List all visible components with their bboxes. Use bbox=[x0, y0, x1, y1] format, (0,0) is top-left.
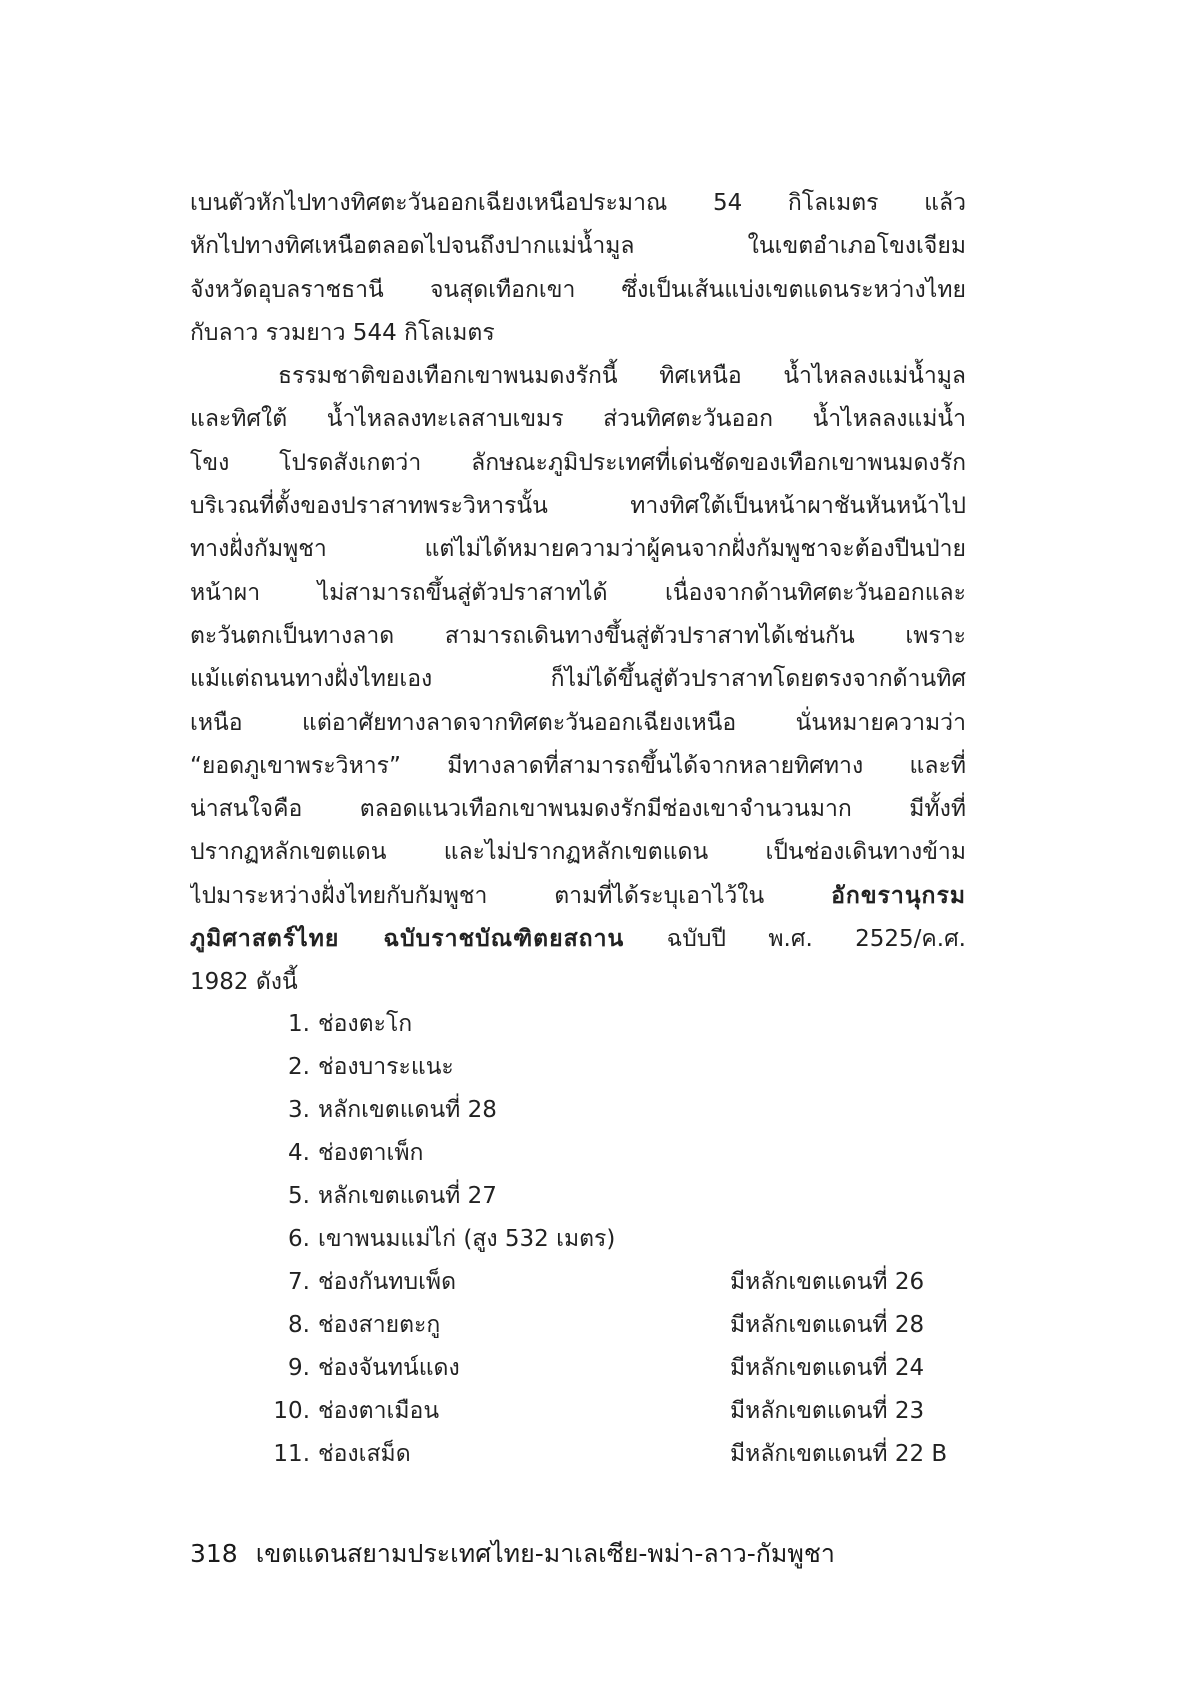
page-footer bbox=[190, 1537, 835, 1571]
paragraph2-line: โขง โปรดสังเกตว่า ลักษณะภูมิประเทศที่เด่นชัดของเทือกเขาพนมดงรัก bbox=[190, 449, 966, 476]
paragraph2-line: แม้แต่ถนนทางฝั่งไทยเอง ก็ไม่ได้ขึ้นสู่ตัวปราสาทโดยตรงจากด้านทิศ bbox=[190, 666, 966, 693]
list-item-label: ช่องจันทน์แดง bbox=[318, 1355, 460, 1381]
list-item-label: ช่องตะโก bbox=[318, 1011, 413, 1037]
list-item bbox=[270, 1132, 970, 1175]
paragraph2-line: “ยอดภูเขาพระวิหาร” มีทางลาดที่สามารถขึ้นได้จากหลายทิศทาง และที่ bbox=[190, 752, 966, 779]
list-item-number: 1. bbox=[288, 1011, 310, 1037]
paragraph2-line: 1982 ดังนี้ bbox=[190, 969, 298, 996]
book-reference-bold: ภูมิศาสตร์ไทย ฉบับราชบัณฑิตยสถาน bbox=[190, 926, 625, 953]
paragraph2-line: ตะวันตกเป็นทางลาด สามารถเดินทางขึ้นสู่ตัวปราสาทได้เช่นกัน เพราะ bbox=[190, 622, 966, 649]
paragraph2-line: บริเวณที่ตั้งของปราสาทพระวิหารนั้น ทางทิศใต้เป็นหน้าผาชันหันหน้าไป bbox=[190, 493, 966, 520]
list-item-label: ช่องกันทบเพ็ด bbox=[318, 1269, 457, 1295]
list-item-number: 5. bbox=[288, 1183, 310, 1209]
list-item-note: มีหลักเขตแดนที่ 24 bbox=[730, 1355, 925, 1381]
list-item-label: เขาพนมแม่ไก่ (สูง 532 เมตร) bbox=[318, 1226, 616, 1252]
list-item bbox=[270, 1175, 970, 1218]
list-item-label: ช่องบาระแนะ bbox=[318, 1054, 454, 1080]
line-text: ฉบับปี พ.ศ. 2525/ค.ศ. bbox=[666, 926, 966, 953]
list-item bbox=[270, 1433, 970, 1476]
list-item-number: 10. bbox=[273, 1398, 310, 1424]
list-item-number: 8. bbox=[288, 1312, 310, 1338]
list-item bbox=[270, 1046, 970, 1089]
list-item bbox=[270, 1304, 970, 1347]
list-item-number: 7. bbox=[288, 1269, 310, 1295]
paragraph2-line-with-bold bbox=[190, 918, 966, 961]
list-item bbox=[270, 1261, 970, 1304]
list-item-label: ช่องเสม็ด bbox=[318, 1441, 411, 1467]
list-item-label: หลักเขตแดนที่ 28 bbox=[318, 1097, 497, 1123]
list-item-number: 6. bbox=[288, 1226, 310, 1252]
list-item-label: หลักเขตแดนที่ 27 bbox=[318, 1183, 497, 1209]
paragraph2-line: น่าสนใจคือ ตลอดแนวเทือกเขาพนมดงรักมีช่องเขาจำนวนมาก มีทั้งที่ bbox=[190, 796, 966, 823]
list-item-label: ช่องสายตะกู bbox=[318, 1312, 441, 1338]
paragraph2-line: เหนือ แต่อาศัยทางลาดจากทิศตะวันออกเฉียงเหนือ นั่นหมายความว่า bbox=[190, 709, 966, 736]
list-item bbox=[270, 1390, 970, 1433]
paragraph1-line: เบนตัวหักไปทางทิศตะวันออกเฉียงเหนือประมาณ 54 กิโลเมตร แล้ว bbox=[190, 190, 966, 216]
list-item-number: 4. bbox=[288, 1140, 310, 1166]
paragraph2-line-with-bold bbox=[190, 875, 966, 918]
running-book-title: เขตแดนสยามประเทศไทย-มาเลเซีย-พม่า-ลาว-กัมพูชา bbox=[255, 1539, 835, 1568]
body-text bbox=[190, 182, 966, 1005]
paragraph2-line: ทางฝั่งกัมพูชา แต่ไม่ได้หมายความว่าผู้คนจากฝั่งกัมพูชาจะต้องปีนป่าย bbox=[190, 536, 966, 563]
list-item-label: ช่องตาเพ็ก bbox=[318, 1140, 424, 1166]
paragraph2-line: และทิศใต้ น้ำไหลลงทะเลสาบเขมร ส่วนทิศตะวันออก น้ำไหลลงแม่น้ำ bbox=[190, 406, 966, 433]
list-item bbox=[270, 1218, 970, 1261]
list-item-note: มีหลักเขตแดนที่ 22 B bbox=[730, 1441, 948, 1467]
paragraph1-line: จังหวัดอุบลราชธานี จนสุดเทือกเขา ซึ่งเป็นเส้นแบ่งเขตแดนระหว่างไทย bbox=[190, 276, 966, 303]
paragraph2-line: หน้าผา ไม่สามารถขึ้นสู่ตัวปราสาทได้ เนื่องจากด้านทิศตะวันออกและ bbox=[190, 579, 966, 606]
list-item bbox=[270, 1347, 970, 1390]
list-item bbox=[270, 1089, 970, 1132]
list-item-number: 2. bbox=[288, 1054, 310, 1080]
page-number: 318 bbox=[190, 1539, 238, 1568]
pass-list bbox=[270, 1003, 970, 1476]
list-item-note: มีหลักเขตแดนที่ 28 bbox=[730, 1312, 925, 1338]
list-item-number: 11. bbox=[273, 1441, 310, 1467]
paragraph1-line: กับลาว รวมยาว 544 กิโลเมตร bbox=[190, 319, 495, 346]
list-item bbox=[270, 1003, 970, 1046]
line-text: ไปมาระหว่างฝั่งไทยกับกัมพูชา ตามที่ได้ระบุเอาไว้ใน bbox=[190, 882, 765, 909]
list-item-number: 3. bbox=[288, 1097, 310, 1123]
paragraph1-line: หักไปทางทิศเหนือตลอดไปจนถึงปากแม่น้ำมูล ในเขตอำเภอโขงเจียม bbox=[190, 233, 966, 260]
book-reference-bold: อักขรานุกรม bbox=[831, 882, 966, 909]
list-item-note: มีหลักเขตแดนที่ 26 bbox=[730, 1269, 925, 1295]
paragraph2-line: ธรรมชาติของเทือกเขาพนมดงรักนี้ ทิศเหนือ น้ำไหลลงแม่น้ำมูล bbox=[278, 363, 966, 390]
paragraph2-line: ปรากฏหลักเขตแดน และไม่ปรากฏหลักเขตแดน เป็นช่องเดินทางข้าม bbox=[190, 839, 966, 866]
list-item-label: ช่องตาเมือน bbox=[318, 1398, 440, 1424]
list-item-number: 9. bbox=[288, 1355, 310, 1381]
list-item-note: มีหลักเขตแดนที่ 23 bbox=[730, 1398, 925, 1424]
